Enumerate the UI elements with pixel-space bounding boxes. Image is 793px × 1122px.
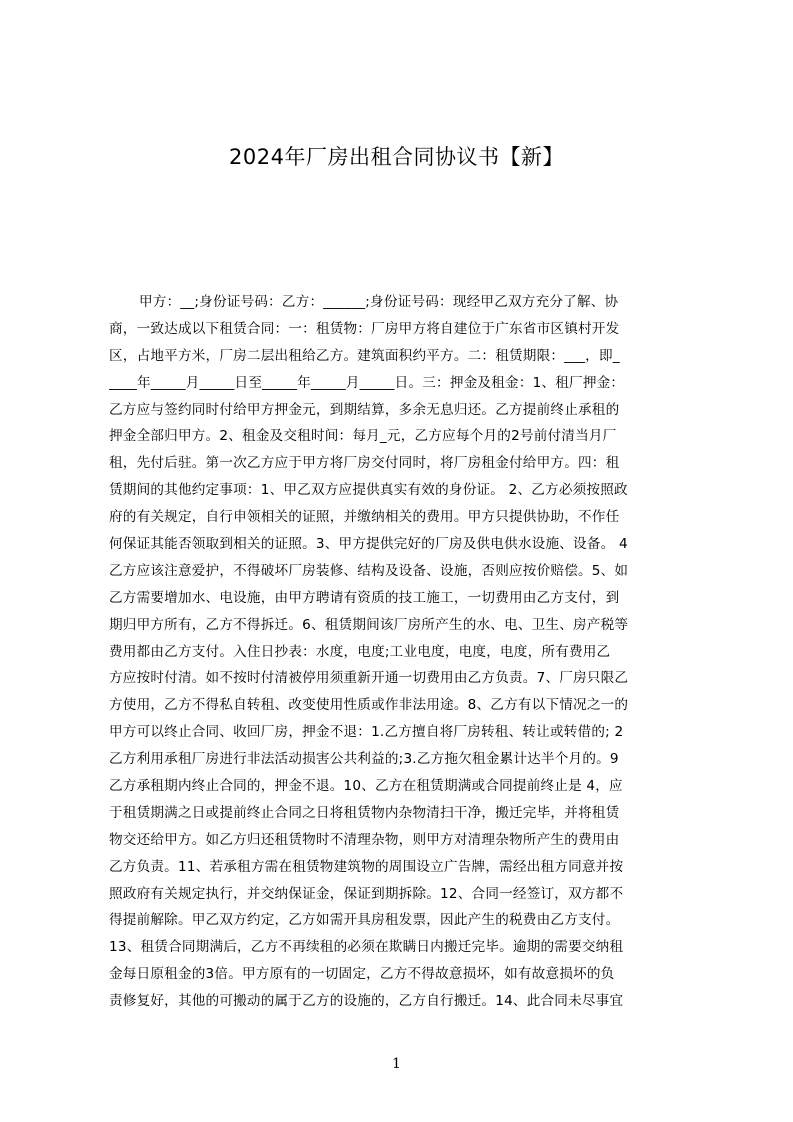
body-text-line: 方应按时付清。如不按时付清被停用须重新开通一切费用由乙方负责。7、厂房只限乙 bbox=[109, 670, 629, 687]
body-text-line: 13、租赁合同期满后，乙方不再续租的必须在欺瞒日内搬迁完毕。逾期的需要交纳租 bbox=[109, 939, 624, 956]
body-text-line: 区，占地平方米，厂房二层出租给乙方。建筑面积约平方。二：租赁期限：___，即_ bbox=[109, 347, 620, 364]
body-text-line: 照政府有关规定执行，并交纳保证金，保证到期拆除。12、合同一经签订，双方都不 bbox=[109, 885, 624, 902]
body-text-line: 责修复好，其他的可搬动的属于乙方的设施的，乙方自行搬迁。14、此合同未尽事宜 bbox=[109, 993, 624, 1010]
body-text-line: 于租赁期满之日或提前终止合同之日将租赁物内杂物清扫干净，搬迁完毕，并将租赁 bbox=[109, 804, 620, 821]
page-number: 1 bbox=[392, 1056, 401, 1072]
body-text-line: 赁期间的其他约定事项：1、甲乙双方应提供真实有效的身份证。 2、乙方必须按照政 bbox=[109, 482, 628, 499]
body-text-line: 乙方负责。11、若承租方需在租赁物建筑物的周围设立广告牌，需经出租方同意并按 bbox=[109, 858, 624, 875]
body-text-line: 甲方可以终止合同、收回厂房，押金不退：1.乙方擅自将厂房转租、转让或转借的; 2 bbox=[109, 724, 624, 741]
body-text-line: 乙方需要增加水、电设施，由甲方聘请有资质的技工施工，一切费用由乙方支付，到 bbox=[109, 589, 620, 606]
body-text-line: 府的有关规定，自行申领相关的证照，并缴纳相关的费用。甲方只提供协助，不作任 bbox=[109, 509, 620, 526]
body-text-line: 租，先付后驻。第一次乙方应于甲方将厂房交付同时，将厂房租金付给甲方。四：租 bbox=[109, 455, 620, 472]
body-text-line: 乙方应与签约同时付给甲方押金元，到期结算，多余无息归还。乙方提前终止承租的 bbox=[109, 401, 620, 418]
body-text-line: 乙方承租期内终止合同的，押金不退。10、乙方在租赁期满或合同提前终止是 4，应 bbox=[109, 778, 623, 795]
body-text-line: ____年_____月_____日至_____年_____月_____日。三：押金及租金：1、租厂押金： bbox=[109, 374, 625, 391]
body-text-line: 商，一致达成以下租赁合同：一：租赁物：厂房甲方将自建位于广东省市区镇村开发 bbox=[109, 320, 620, 337]
document-title: 2024年厂房出租合同协议书【新】 bbox=[229, 145, 564, 169]
body-text-line: 得提前解除。甲乙双方约定，乙方如需开具房租发票，因此产生的税费由乙方支付。 bbox=[109, 912, 620, 929]
body-text-line: 金每日原租金的3倍。甲方原有的一切固定，乙方不得故意损坏，如有故意损坏的负 bbox=[109, 966, 615, 983]
body-text-line: 乙方利用承租厂房进行非法活动损害公共利益的;3.乙方拖欠租金累计达半个月的。9 bbox=[109, 751, 619, 768]
body-text-line: 方使用，乙方不得私自转租、改变使用性质或作非法用途。8、乙方有以下情况之一的 bbox=[109, 697, 629, 714]
body-text-line: 乙方应该注意爱护，不得破坏厂房装修、结构及设备、设施，否则应按价赔偿。5、如 bbox=[109, 562, 629, 579]
contract-body bbox=[109, 289, 699, 1015]
body-text-line: 甲方：__;身份证号码：乙方：______;身份证号码：现经甲乙双方充分了解、协 bbox=[139, 294, 619, 310]
body-text-line: 何保证其能否领取到相关的证照。3、甲方提供完好的厂房及供电供水设施、设备。 4 bbox=[109, 536, 628, 553]
body-text-line: 押金全部归甲方。2、租金及交租时间：每月_元，乙方应每个月的2号前付清当月厂 bbox=[109, 428, 617, 445]
body-text-line: 期归甲方所有，乙方不得拆迁。6、租赁期间该厂房所产生的水、电、卫生、房产税等 bbox=[109, 616, 629, 633]
body-text-line: 物交还给甲方。如乙方归还租赁物时不清理杂物，则甲方对清理杂物所产生的费用由 bbox=[109, 831, 620, 848]
body-text-line: 费用都由乙方支付。入住日抄表：水度，电度;工业电度，电度，电度，所有费用乙 bbox=[109, 643, 611, 660]
